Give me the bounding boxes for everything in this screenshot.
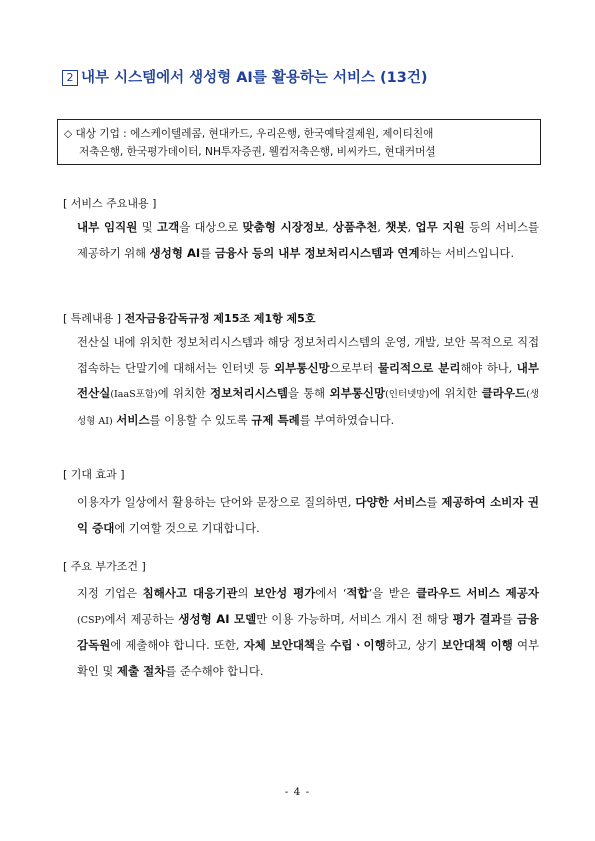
bold-text-run: 다양한 서비스 bbox=[355, 495, 427, 509]
text-run: 에 제출해야 합니다. 또한, bbox=[110, 639, 244, 652]
text-run: 지정 기업은 bbox=[77, 587, 143, 600]
text-run: 전산실 내에 위치한 정보처리시스템과 해당 정보처리시스템의 운영, 개발, 보안 목적으로 직접 접속하는 단말기에 대해서는 인터넷 등 bbox=[77, 336, 539, 375]
bold-text-run: 자체 보안대책 bbox=[243, 638, 316, 652]
target-companies-line-1: ◇ 대상 기업 : 에스케이텔레콤, 현대카드, 우리은행, 한국예탁결제원, 제이티친애 bbox=[64, 128, 434, 140]
bold-text-run: 물리적으로 분리 bbox=[377, 360, 461, 375]
bold-text-run: 보안성 평가 bbox=[253, 586, 316, 600]
text-run: 하고, 상기 bbox=[385, 639, 442, 652]
bold-text-run: 고객 bbox=[156, 220, 180, 234]
text-run: 을 bbox=[315, 639, 331, 652]
bold-text-run: 평가 결과 bbox=[452, 611, 502, 626]
text-run: 하는 서비스입니다. bbox=[419, 246, 515, 260]
text-run: 을 통해 bbox=[287, 387, 330, 400]
bold-text-run: 내부 임직원 bbox=[77, 220, 138, 234]
heading-service-content: [ 서비스 주요내용 ] bbox=[63, 197, 157, 210]
text-run: ’을 받은 bbox=[368, 587, 416, 600]
bold-text-run: 수립ㆍ이행 bbox=[330, 638, 386, 652]
text-run: 에서 ‘ bbox=[315, 587, 347, 600]
bold-text-run: 적합 bbox=[346, 586, 369, 600]
text-run: 를 준수해야 합니다. bbox=[165, 664, 264, 678]
text-run: 여부 확인 및 bbox=[77, 639, 539, 678]
section-title bbox=[62, 66, 542, 87]
text-run: 을 대상으로 bbox=[179, 221, 243, 234]
bold-text-run: 제공하여 소비자 권익 증대 bbox=[77, 495, 539, 535]
bold-text-run: 챗봇 bbox=[385, 220, 408, 234]
bold-text-run: 클라우드 bbox=[481, 386, 527, 400]
heading-special-provision bbox=[63, 310, 315, 326]
text-run: (인터넷망) bbox=[385, 389, 430, 400]
text-run: 의 bbox=[237, 587, 254, 600]
bold-text-run: 생성형 AI 모델 bbox=[178, 611, 257, 626]
bold-text-run: 보안대책 이행 bbox=[441, 638, 513, 652]
paragraph-special-provision bbox=[77, 331, 539, 434]
text-run: (IaaS포함) bbox=[110, 389, 158, 400]
section-number-badge: 2 bbox=[62, 70, 78, 86]
bold-text-run: 생성형 AI bbox=[149, 245, 201, 260]
section-title-text: 내부 시스템에서 생성형 AI를 활용하는 서비스 (13건) bbox=[81, 70, 428, 86]
bold-text-run: 외부통신망 bbox=[329, 386, 386, 400]
paragraph-service-content bbox=[77, 215, 539, 266]
text-run: 를 bbox=[501, 612, 517, 626]
bold-text-run: 규제 특례 bbox=[251, 412, 300, 427]
paragraph-expected-effect bbox=[77, 490, 539, 541]
text-run: 에 위치한 bbox=[157, 387, 211, 400]
text-run: (CSP) bbox=[77, 614, 105, 626]
text-run: 이용자가 일상에서 활용하는 단어와 문장으로 질의하면, bbox=[77, 496, 356, 509]
text-run: 으로부터 bbox=[329, 361, 378, 375]
page-number: - 4 - bbox=[284, 786, 311, 798]
bold-text-run: 금융사 등의 내부 정보처리시스템과 연계 bbox=[214, 245, 420, 260]
bold-text-run: 금융감독원 bbox=[77, 611, 539, 652]
text-run: , bbox=[407, 221, 416, 234]
text-run: 및 bbox=[137, 221, 157, 234]
text-run: , bbox=[325, 221, 333, 234]
bold-text-run: 클라우드 서비스 제공자 bbox=[416, 586, 539, 600]
text-run: 에 기여할 것으로 기대합니다. bbox=[114, 521, 260, 535]
text-run: 등의 서비스를 제공하기 위해 bbox=[77, 221, 539, 260]
bold-text-run: 내부 전산실 bbox=[77, 360, 539, 400]
bold-text-run: 정보처리시스템 bbox=[210, 386, 288, 400]
text-run: 를 이용할 수 있도록 bbox=[149, 413, 252, 427]
text-run: 에 위치한 bbox=[429, 387, 482, 400]
target-companies-box bbox=[57, 119, 541, 165]
bold-text-run: 침해사고 대응기관 bbox=[142, 586, 238, 600]
text-run: 를 부여하였습니다. bbox=[299, 413, 395, 427]
target-companies-line-2: 저축은행, 한국평가데이터, NH투자증권, 웰컴저축은행, 비씨카드, 현대커머셜 bbox=[79, 146, 436, 158]
text-run: 만 이용 가능하며, 서비스 개시 전 해당 bbox=[256, 612, 453, 626]
paragraph-additional-conditions bbox=[77, 581, 539, 684]
bold-text-run: 서비스 bbox=[116, 412, 150, 427]
text-run: 를 bbox=[426, 496, 442, 509]
bold-text-run: 맞춤형 시장정보 bbox=[242, 220, 326, 234]
bold-text-run: 상품추천 bbox=[332, 220, 378, 234]
heading-additional-conditions: [ 주요 부가조건 ] bbox=[63, 560, 146, 573]
text-run: 해야 하나, bbox=[460, 361, 517, 375]
text-run: 에서 제공하는 bbox=[104, 612, 179, 626]
text-run: , bbox=[377, 221, 386, 234]
bold-text-run: 업무 지원 bbox=[415, 220, 465, 234]
heading-expected-effect: [ 기대 효과 ] bbox=[63, 468, 125, 481]
text-run: 를 bbox=[200, 246, 215, 260]
special-provision-law: 전자금융감독규정 제15조 제1항 제5호 bbox=[124, 312, 316, 325]
special-provision-bracket: [ 특례내용 ] bbox=[63, 312, 122, 325]
text-run: (생성형 AI) bbox=[77, 389, 539, 427]
bold-text-run: 외부통신망 bbox=[274, 360, 330, 375]
bold-text-run: 제출 절차 bbox=[116, 663, 166, 678]
